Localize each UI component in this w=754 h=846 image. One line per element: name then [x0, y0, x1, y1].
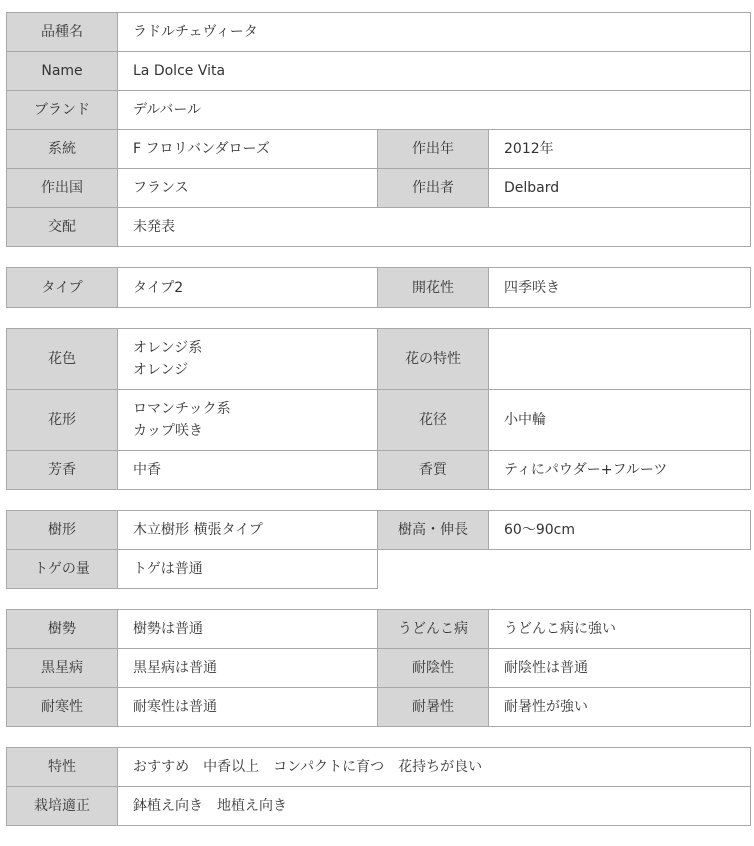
fragrance-value: 中香 [118, 451, 378, 490]
cold-label: 耐寒性 [7, 688, 118, 727]
variety-row [7, 13, 751, 52]
breeder-label: 作出者 [378, 169, 489, 208]
empty-cell [378, 550, 751, 589]
heat-label: 耐暑性 [378, 688, 489, 727]
blackspot-row [7, 649, 751, 688]
tree-form-label: 樹形 [7, 511, 118, 550]
vigor-label: 樹勢 [7, 610, 118, 649]
lineage-label: 系統 [7, 130, 118, 169]
rose-spec-page [6, 12, 750, 846]
variety-value: ラドルチェヴィータ [118, 13, 751, 52]
flower-shape-value [118, 390, 378, 451]
blackspot-label: 黒星病 [7, 649, 118, 688]
lineage-value: F フロリバンダローズ [118, 130, 378, 169]
bloom-label: 開花性 [378, 268, 489, 308]
features-value: おすすめ 中香以上 コンパクトに育つ 花持ちが良い [118, 748, 751, 787]
fragrance-label: 芳香 [7, 451, 118, 490]
fragrance-row [7, 451, 751, 490]
flower-color-line-2: オレンジ [133, 362, 189, 378]
tree-form-row [7, 511, 751, 550]
bloom-value: 四季咲き [489, 268, 751, 308]
mildew-label: うどんこ病 [378, 610, 489, 649]
flower-size-label: 花径 [378, 390, 489, 451]
mildew-value: うどんこ病に強い [489, 610, 751, 649]
thorns-row [7, 550, 751, 589]
heat-value: 耐暑性が強い [489, 688, 751, 727]
blackspot-value: 黒星病は普通 [118, 649, 378, 688]
vigor-value: 樹勢は普通 [118, 610, 378, 649]
planting-value: 鉢植え向き 地植え向き [118, 787, 751, 826]
type-value: タイプ2 [118, 268, 378, 308]
type-table [6, 267, 751, 308]
thorns-value: トゲは普通 [118, 550, 378, 589]
flower-size-value: 小中輪 [489, 390, 751, 451]
shade-value: 耐陰性は普通 [489, 649, 751, 688]
shade-label: 耐陰性 [378, 649, 489, 688]
flower-color-line-1: オレンジ系 [133, 340, 203, 356]
cold-row [7, 688, 751, 727]
flower-shape-label: 花形 [7, 390, 118, 451]
flower-color-value [118, 329, 378, 390]
planting-row [7, 787, 751, 826]
tree-form-value: 木立樹形 横張タイプ [118, 511, 378, 550]
type-row [7, 268, 751, 308]
country-label: 作出国 [7, 169, 118, 208]
flower-shape-line-2: カップ咲き [133, 423, 203, 439]
flower-shape-row [7, 390, 751, 451]
name-row [7, 52, 751, 91]
features-row [7, 748, 751, 787]
country-row [7, 169, 751, 208]
country-value: フランス [118, 169, 378, 208]
tree-table [6, 510, 751, 589]
cross-label: 交配 [7, 208, 118, 247]
year-label: 作出年 [378, 130, 489, 169]
lineage-row [7, 130, 751, 169]
cold-value: 耐寒性は普通 [118, 688, 378, 727]
cross-row [7, 208, 751, 247]
basic-info-table [6, 12, 751, 247]
name-value: La Dolce Vita [118, 52, 751, 91]
tree-height-label: 樹高・伸長 [378, 511, 489, 550]
flower-color-row [7, 329, 751, 390]
brand-label: ブランド [7, 91, 118, 130]
brand-row [7, 91, 751, 130]
type-label: タイプ [7, 268, 118, 308]
health-table [6, 609, 751, 727]
flower-trait-value [489, 329, 751, 390]
flower-table [6, 328, 751, 490]
cross-value: 未発表 [118, 208, 751, 247]
thorns-label: トゲの量 [7, 550, 118, 589]
planting-label: 栽培適正 [7, 787, 118, 826]
variety-label: 品種名 [7, 13, 118, 52]
flower-shape-line-1: ロマンチック系 [133, 401, 231, 417]
breeder-value: Delbard [489, 169, 751, 208]
features-label: 特性 [7, 748, 118, 787]
features-table [6, 747, 751, 826]
scent-value: ティにパウダー+フルーツ [489, 451, 751, 490]
year-value: 2012年 [489, 130, 751, 169]
tree-height-value: 60〜90cm [489, 511, 751, 550]
flower-trait-label: 花の特性 [378, 329, 489, 390]
flower-color-label: 花色 [7, 329, 118, 390]
brand-value: デルバール [118, 91, 751, 130]
name-label: Name [7, 52, 118, 91]
vigor-row [7, 610, 751, 649]
scent-label: 香質 [378, 451, 489, 490]
